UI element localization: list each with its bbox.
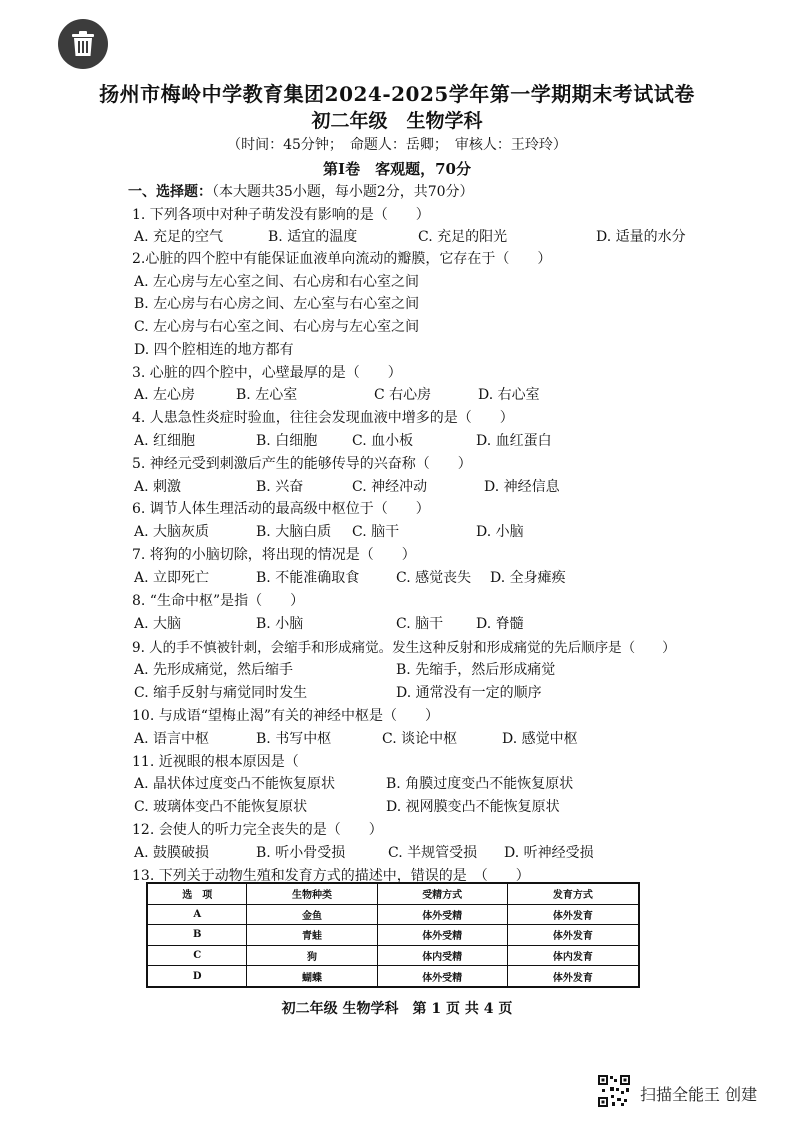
q10-option-b: B. 书写中枢: [256, 731, 332, 747]
page-footer: 初二年级 生物学科 第 1 页 共 4 页: [281, 1001, 513, 1017]
q8-option-a: A. 大脑: [134, 616, 182, 632]
q5-option-a: A. 刺激: [134, 479, 182, 495]
table-cell: D: [147, 966, 247, 987]
q1-option-a: A. 充足的空气: [134, 229, 224, 245]
q10-option-d: D. 感觉中枢: [502, 731, 578, 747]
exam-title: 扬州市梅岭中学教育集团2024-2025学年第一学期期末考试试卷: [99, 82, 695, 106]
table-cell: 体外发育: [507, 904, 639, 925]
table-row: [147, 925, 639, 946]
scanner-watermark: 扫描全能王 创建: [640, 1085, 758, 1104]
q4-option-a: A. 红细胞: [134, 433, 196, 449]
q9-option-d: D. 通常没有一定的顺序: [396, 685, 542, 701]
q9-option-c: C. 缩手反射与痛觉同时发生: [134, 685, 308, 701]
table-cell: C: [147, 945, 247, 966]
q1-option-d: D. 适量的水分: [596, 229, 686, 245]
q2-option-c: C. 左心房与右心室之间、右心房与左心室之间: [134, 319, 420, 335]
q2-option-a: A. 左心房与左心室之间、右心房和右心室之间: [134, 274, 420, 290]
q11-option-c: C. 玻璃体变凸不能恢复原状: [134, 799, 308, 815]
q3-option-d: D. 右心室: [478, 387, 540, 403]
q9-option-a: A. 先形成痛觉，然后缩手: [134, 662, 294, 678]
q9-option-b: B. 先缩手，然后形成痛觉: [396, 662, 556, 678]
q5-option-d: D. 神经信息: [484, 479, 560, 495]
q2-option-b: B. 左心房与右心房之间、左心室与右心室之间: [134, 296, 420, 312]
q3-option-a: A. 左心房: [134, 387, 196, 403]
table-header: 选 项: [147, 883, 247, 904]
q12-option-b: B. 听小骨受损: [256, 845, 346, 861]
question-10: 10. 与成语“望梅止渴”有关的神经中枢是（ ）: [132, 708, 440, 724]
table-cell: 蝴蝶: [247, 966, 377, 987]
table-header-row: [147, 883, 639, 904]
q7-option-b: B. 不能准确取食: [256, 570, 360, 586]
q5-option-b: B. 兴奋: [256, 479, 304, 495]
table-cell: 体外发育: [507, 925, 639, 946]
table-header: 生物种类: [247, 883, 377, 904]
table-cell: A: [147, 904, 247, 925]
section-heading: [128, 181, 474, 201]
q8-option-c: C. 脑干: [396, 616, 444, 632]
question-13: 13. 下列关于动物生殖和发育方式的描述中，错误的是 （ ）: [132, 868, 530, 884]
table-row: [147, 904, 639, 925]
question-6: 6. 调节人体生理活动的最高级中枢位于（ ）: [132, 501, 430, 517]
table-cell: 体外受精: [377, 904, 507, 925]
table-cell: 体内受精: [377, 945, 507, 966]
question-1: 1. 下列各项中对种子萌发没有影响的是（ ）: [132, 207, 430, 223]
q11-option-a: A. 晶状体过度变凸不能恢复原状: [134, 776, 336, 792]
question-9: 9. 人的手不慎被针刺，会缩手和形成痛觉。发生这种反射和形成痛觉的先后顺序是（ ）: [132, 640, 676, 656]
reproduction-table: [146, 882, 640, 988]
qr-code-icon: [597, 1074, 631, 1108]
q2-option-d: D. 四个腔相连的地方都有: [134, 342, 294, 358]
q10-option-c: C. 谈论中枢: [382, 731, 458, 747]
question-11: 11. 近视眼的根本原因是（: [132, 754, 299, 770]
table-row: [147, 945, 639, 966]
question-3: 3. 心脏的四个腔中，心壁最厚的是（ ）: [132, 365, 402, 381]
table-header: 发育方式: [507, 883, 639, 904]
question-8: 8. “生命中枢”是指（ ）: [132, 593, 305, 609]
section-label: 一、选择题：: [128, 184, 212, 200]
table-row: [147, 966, 639, 987]
q11-option-b: B. 角膜过度变凸不能恢复原状: [386, 776, 574, 792]
q8-option-b: B. 小脑: [256, 616, 304, 632]
exam-meta: （时间：45分钟； 命题人：岳卿； 审核人：王玲玲）: [227, 137, 567, 153]
part-heading: 第Ⅰ卷 客观题，70分: [323, 160, 471, 178]
table-cell: 体外受精: [377, 966, 507, 987]
q1-option-b: B. 适宜的温度: [268, 229, 358, 245]
question-5: 5. 神经元受到刺激后产生的能够传导的兴奋称（ ）: [132, 456, 472, 472]
q12-option-a: A. 鼓膜破损: [134, 845, 210, 861]
q7-option-a: A. 立即死亡: [134, 570, 210, 586]
table-cell: 金鱼: [247, 904, 377, 925]
q7-option-d: D. 全身瘫痪: [490, 570, 566, 586]
table-cell: 体外受精: [377, 925, 507, 946]
section-note: （本大题共35小题，每小题2分，共70分）: [212, 184, 474, 200]
table-cell: 青蛙: [247, 925, 377, 946]
q6-option-a: A. 大脑灰质: [134, 524, 210, 540]
q4-option-c: C. 血小板: [352, 433, 414, 449]
q12-option-d: D. 听神经受损: [504, 845, 594, 861]
table-cell: B: [147, 925, 247, 946]
q3-option-b: B. 左心室: [236, 387, 298, 403]
question-4: 4. 人患急性炎症时验血，往往会发现血液中增多的是（ ）: [132, 410, 514, 426]
trash-icon: [71, 31, 95, 57]
question-12: 12. 会使人的听力完全丧失的是（ ）: [132, 822, 383, 838]
q12-option-c: C. 半规管受损: [388, 845, 478, 861]
q3-option-c: C 右心房: [374, 387, 432, 403]
table-cell: 体外发育: [507, 966, 639, 987]
q5-option-c: C. 神经冲动: [352, 479, 428, 495]
exam-subtitle: 初二年级 生物学科: [311, 110, 483, 132]
q6-option-c: C. 脑干: [352, 524, 400, 540]
q6-option-b: B. 大脑白质: [256, 524, 332, 540]
q6-option-d: D. 小脑: [476, 524, 524, 540]
q8-option-d: D. 脊髓: [476, 616, 524, 632]
q10-option-a: A. 语言中枢: [134, 731, 210, 747]
q4-option-d: D. 血红蛋白: [476, 433, 552, 449]
question-2: 2.心脏的四个腔中有能保证血液单向流动的瓣膜，它存在于（ ）: [132, 251, 552, 267]
q7-option-c: C. 感觉丧失: [396, 570, 472, 586]
q4-option-b: B. 白细胞: [256, 433, 318, 449]
table-cell: 体内发育: [507, 945, 639, 966]
q1-option-c: C. 充足的阳光: [418, 229, 508, 245]
table-cell: 狗: [247, 945, 377, 966]
table-header: 受精方式: [377, 883, 507, 904]
question-7: 7. 将狗的小脑切除，将出现的情况是（ ）: [132, 547, 416, 563]
delete-button[interactable]: [58, 19, 108, 69]
q11-option-d: D. 视网膜变凸不能恢复原状: [386, 799, 560, 815]
